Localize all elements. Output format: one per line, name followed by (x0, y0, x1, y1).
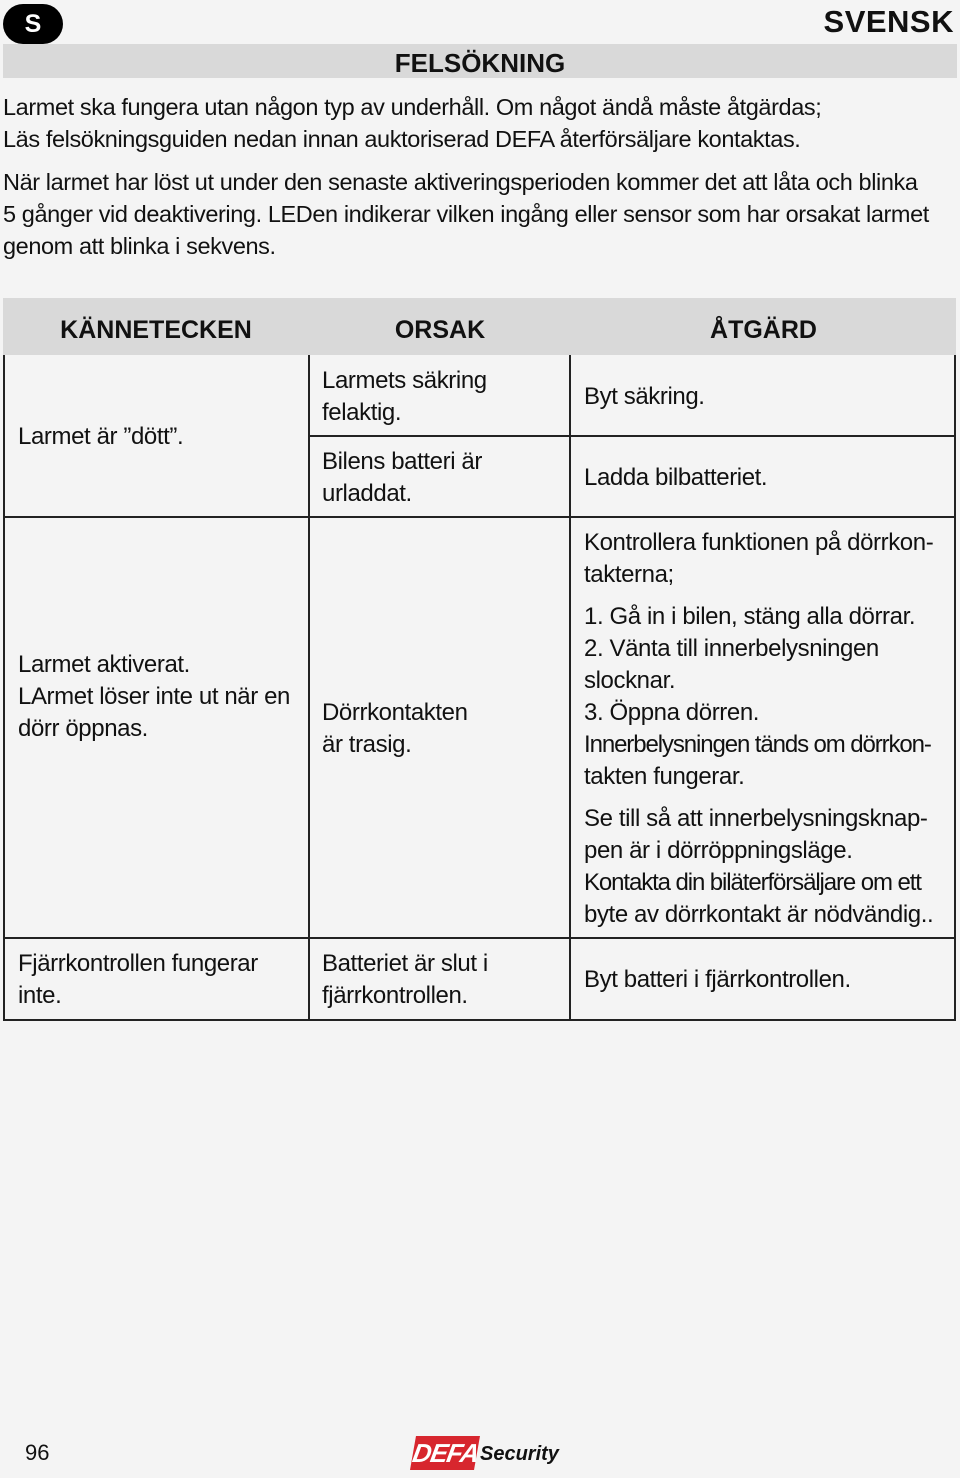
cell-text: takterna; (584, 561, 674, 588)
cell-text: LArmet löser inte ut när en (18, 683, 291, 710)
table-subdivider (308, 435, 956, 437)
cell-text: inte. (18, 982, 62, 1009)
cell-text: pen är i dörröppningsläge. (584, 837, 853, 864)
cell-text: takten fungerar. (584, 763, 745, 790)
page-number: 96 (25, 1440, 50, 1465)
table-cell-cause (322, 697, 562, 761)
cell-text: Larmets säkring (322, 367, 487, 394)
intro-line: genom att blinka i sekvens. (3, 233, 276, 259)
cell-text: Dörrkontakten (322, 699, 468, 726)
language-badge: S (3, 4, 63, 44)
cell-text: Batteriet är slut i (322, 950, 488, 977)
column-header-symptom: KÄNNETECKEN (60, 316, 252, 344)
table-cell-action (584, 462, 949, 494)
language-name: SVENSK (823, 4, 954, 39)
table-cell-symptom (18, 421, 303, 453)
brand-subtitle: Security (480, 1443, 559, 1465)
table-cell-symptom (18, 649, 303, 745)
table-divider-vertical (308, 355, 310, 1021)
cell-text: urladdat. (322, 480, 412, 507)
cell-text: Se till så att innerbelysningsknap- (584, 805, 928, 832)
cell-text: Byt säkring. (584, 383, 705, 410)
cell-text: Kontrollera funktionen på dörrkon- (584, 529, 934, 556)
cell-text: byte av dörrkontakt är nödvändig.. (584, 901, 934, 928)
table-divider-vertical (569, 355, 571, 1021)
cell-text: Innerbelysningen tänds om dörrkon- (584, 731, 931, 758)
cell-text: fjärrkontrollen. (322, 982, 468, 1009)
intro-line: Larmet ska fungera utan någon typ av underhåll. Om något ändå måste åtgärdas; (3, 94, 822, 120)
cell-text: Kontakta din biläterförsäljare om ett (584, 869, 921, 896)
table-cell-symptom (18, 948, 303, 1012)
column-header-cause: ORSAK (394, 316, 486, 344)
cell-text: felaktig. (322, 399, 402, 426)
cell-text: 2. Vänta till innerbelysningen (584, 635, 879, 662)
cell-text: Byt batteri i fjärrkontrollen. (584, 966, 851, 993)
table-cell-cause (322, 446, 562, 510)
intro-paragraph-2 (3, 166, 958, 262)
cell-text: Larmet aktiverat. (18, 651, 190, 678)
intro-line: 5 gånger vid deaktivering. LEDen indikerar vilken ingång eller sensor som har orsakat larmet (3, 201, 929, 227)
table-cell-action (584, 381, 949, 413)
cell-text: Bilens batteri är (322, 448, 482, 475)
table-cell-action (584, 527, 952, 931)
table-row-divider (3, 516, 956, 518)
defa-logo: DEFA (410, 1438, 481, 1468)
intro-paragraph-1 (3, 91, 958, 155)
cell-text: Fjärrkontrollen fungerar (18, 950, 258, 977)
table-cell-cause (322, 948, 562, 1012)
cell-text: slocknar. (584, 667, 676, 694)
cell-text: Larmet är ”dött”. (18, 423, 184, 450)
table-row-divider (3, 937, 956, 939)
cell-text: dörr öppnas. (18, 715, 148, 742)
intro-line: När larmet har löst ut under den senaste aktiveringsperioden kommer det att låta och blinka (3, 169, 918, 195)
troubleshooting-table (3, 355, 956, 1021)
cell-text: 3. Öppna dörren. (584, 699, 760, 726)
table-cell-cause (322, 365, 562, 429)
table-cell-action (584, 964, 949, 996)
section-title: FELSÖKNING (3, 44, 957, 78)
column-header-action: ÅTGÄRD (710, 316, 817, 344)
intro-line: Läs felsökningsguiden nedan innan auktoriserad DEFA återförsäljare kontaktas. (3, 126, 801, 152)
table-header (3, 298, 956, 355)
table-border-right (954, 355, 956, 1021)
cell-text: 1. Gå in i bilen, stäng alla dörrar. (584, 603, 916, 630)
table-border-left (3, 355, 5, 1021)
table-border-bottom (3, 1019, 956, 1021)
cell-text: är trasig. (322, 731, 412, 758)
cell-text: Ladda bilbatteriet. (584, 464, 768, 491)
